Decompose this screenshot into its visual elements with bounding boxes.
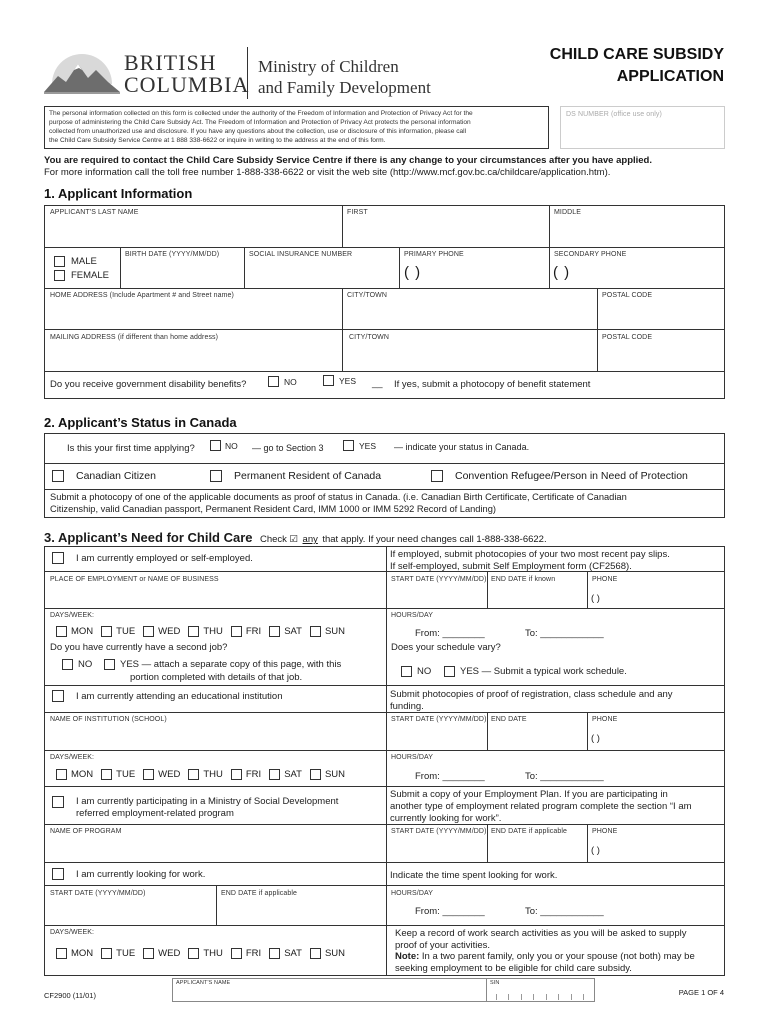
employed-option[interactable]: I am currently employed or self-employed. (52, 552, 253, 564)
employed-day-sat-checkbox[interactable] (269, 626, 280, 637)
schedule-no-checkbox[interactable] (401, 666, 412, 677)
school-day-fri[interactable] (231, 769, 261, 780)
ds-number-label: DS NUMBER (office use only) (566, 111, 662, 118)
female-checkbox[interactable] (54, 270, 65, 281)
title-line2: APPLICATION (616, 68, 724, 85)
mailing-address-label: MAILING ADDRESS (if different than home address) (50, 334, 219, 341)
ministry-line1: Ministry of Children (258, 57, 399, 76)
looking-day-label: SAT (284, 948, 302, 959)
school-day-mon-checkbox[interactable] (56, 769, 67, 780)
disability-no-option[interactable]: NO (268, 376, 297, 387)
school-day-thu[interactable] (188, 769, 223, 780)
program-start-label: START DATE (YYYY/MM/DD) (391, 828, 487, 835)
citizen-option[interactable]: Canadian Citizen (52, 470, 156, 482)
employed-day-label: TUE (116, 626, 136, 637)
page-number: PAGE 1 OF 4 (678, 988, 724, 997)
employed-day-sat[interactable] (269, 626, 302, 637)
looking-day-fri-checkbox[interactable] (231, 948, 242, 959)
second-job-no-option[interactable]: NO (62, 659, 92, 670)
school-checkbox[interactable] (52, 690, 64, 702)
school-phone-label: PHONE (592, 716, 618, 723)
last-name-label: APPLICANT'S LAST NAME (50, 209, 139, 216)
first-time-question: Is this your first time applying? (67, 443, 195, 454)
school-day-sun[interactable] (310, 769, 345, 780)
employed-day-wed-checkbox[interactable] (143, 626, 154, 637)
schedule-vary-question: Does your schedule vary? (391, 642, 501, 653)
employed-from[interactable]: From: ________ (415, 628, 485, 639)
first-time-no-checkbox[interactable] (210, 440, 221, 451)
permanent-resident-option[interactable]: Permanent Resident of Canada (210, 470, 381, 482)
first-name-label: FIRST (347, 209, 368, 216)
school-hours-label: HOURS/DAY (391, 754, 433, 761)
school-days-label: DAYS/WEEK: (50, 754, 95, 761)
employed-note1: If employed, submit photocopies of your two most recent pay slips. (390, 549, 670, 560)
employed-day-wed[interactable] (143, 626, 180, 637)
employed-checkbox[interactable] (52, 552, 64, 564)
school-note2: funding. (390, 701, 424, 712)
disability-question: Do you receive government disability benefits? (50, 379, 247, 390)
looking-end-label: END DATE if applicable (221, 890, 297, 897)
employed-day-label: SUN (324, 626, 346, 637)
employed-day-sun-checkbox[interactable] (310, 626, 321, 637)
looking-day-tue[interactable] (101, 948, 135, 959)
logo-columbia: COLUMBIA (124, 72, 250, 97)
employed-day-label: FRI (245, 626, 262, 637)
ministry-name (258, 56, 431, 98)
looking-day-tue-checkbox[interactable] (101, 948, 112, 959)
looking-day-mon[interactable] (56, 948, 93, 959)
footer-applicant-name-input[interactable] (176, 987, 482, 1000)
school-to[interactable]: To: ____________ (525, 771, 604, 782)
mountain-sun-icon (44, 48, 120, 98)
footer-applicant-name-label: APPLICANT'S NAME (176, 980, 231, 986)
looking-day-sat-checkbox[interactable] (269, 948, 280, 959)
employed-day-fri-checkbox[interactable] (231, 626, 242, 637)
birth-date-label: BIRTH DATE (YYYY/MM/DD) (125, 251, 220, 258)
employed-start-label: START DATE (YYYY/MM/DD) (391, 576, 487, 583)
privacy-notice: The personal information collected on this form is collected under the authority of the Freedom of Information and Protection of Privacy Act for the purpose of administering the Child Care Subsidy Act. The Freedom of Information and Protection of Privacy Act protects the personal information collected from unauthorized use and disclosure. If you have any questions about the collection, use or disclosure of this information, please call the Child Care Subsidy Service Centre at 1 888 338-6622 or inquire in writing to the address at the end of this form. (44, 106, 549, 149)
second-job-yes-option[interactable]: YES — attach a separate copy of this page, with this (104, 659, 341, 670)
home-postal-label: POSTAL CODE (602, 292, 653, 299)
looking-day-label: MON (71, 948, 94, 959)
first-time-yes-checkbox[interactable] (343, 440, 354, 451)
employed-day-mon-checkbox[interactable] (56, 626, 67, 637)
school-day-label: SUN (324, 769, 346, 780)
section1-title: 1. Applicant Information (44, 186, 193, 201)
ministry-line2: and Family Development (258, 78, 431, 97)
employed-to[interactable]: To: ____________ (525, 628, 604, 639)
secondary-phone-label: SECONDARY PHONE (554, 251, 627, 258)
employed-phone-label: PHONE (592, 576, 618, 583)
middle-name-input[interactable] (550, 218, 724, 246)
looking-day-mon-checkbox[interactable] (56, 948, 67, 959)
looking-keep-record: Keep a record of work search activities as you will be asked to supply proof of your activities. Note: In a two parent family, only you or your spouse (not both) may be seeking employment to be eligible for child care subsidy. (395, 928, 695, 974)
place-of-employment-label: PLACE OF EMPLOYMENT or NAME OF BUSINESS (50, 576, 219, 583)
go-to-section3: — go to Section 3 (252, 443, 324, 453)
looking-hours-label: HOURS/DAY (391, 890, 433, 897)
employed-day-thu[interactable] (188, 626, 223, 637)
form-title (550, 44, 724, 88)
schedule-no-option[interactable]: NO (401, 666, 431, 677)
home-address-label: HOME ADDRESS (Include Apartment # and Street name) (50, 292, 234, 299)
disability-note: If yes, submit a photocopy of benefit statement (394, 379, 591, 390)
looking-day-label: WED (158, 948, 181, 959)
disability-blank: __ (372, 378, 383, 389)
school-day-label: SAT (284, 769, 302, 780)
program-option[interactable]: I am currently participating in a Ministry of Social Development referred employment-related program (52, 796, 338, 820)
last-name-input[interactable] (45, 218, 341, 246)
looking-day-wed-checkbox[interactable] (143, 948, 154, 959)
looking-day-wed[interactable] (143, 948, 180, 959)
program-note3: currently looking for work”. (390, 813, 502, 824)
program-note1: Submit a copy of your Employment Plan. If you are participating in (390, 789, 668, 800)
employed-day-sun[interactable] (310, 626, 345, 637)
refugee-option[interactable]: Convention Refugee/Person in Need of Protection (431, 470, 688, 482)
program-checkbox[interactable] (52, 796, 64, 808)
school-day-label: WED (158, 769, 181, 780)
employed-day-label: WED (158, 626, 181, 637)
disability-yes-option[interactable]: YES (323, 375, 356, 386)
school-day-thu-checkbox[interactable] (188, 769, 199, 780)
secondary-phone-area[interactable]: ( ) (553, 264, 571, 281)
primary-phone-label: PRIMARY PHONE (404, 251, 464, 258)
indicate-status: — indicate your status in Canada. (394, 442, 530, 452)
first-time-no-option[interactable]: NO (210, 440, 238, 451)
home-city-label: CITY/TOWN (347, 292, 388, 299)
employed-day-thu-checkbox[interactable] (188, 626, 199, 637)
school-day-wed[interactable] (143, 769, 180, 780)
school-day-sat[interactable] (269, 769, 302, 780)
male-checkbox[interactable] (54, 256, 65, 267)
employed-day-label: THU (203, 626, 223, 637)
looking-day-sun-checkbox[interactable] (310, 948, 321, 959)
permanent-resident-checkbox[interactable] (210, 470, 222, 482)
program-note2: another type of employment related program complete the section “I am (390, 801, 692, 812)
looking-to[interactable]: To: ____________ (525, 906, 604, 917)
female-option[interactable]: FEMALE (54, 270, 109, 281)
employed-hours-label: HOURS/DAY (391, 612, 433, 619)
schedule-yes-option[interactable]: YES — Submit a typical work schedule. (444, 666, 627, 677)
program-phone-area[interactable]: ( ) (591, 845, 600, 856)
employed-day-tue[interactable] (101, 626, 135, 637)
employed-day-mon[interactable] (56, 626, 93, 637)
refugee-checkbox[interactable] (431, 470, 443, 482)
second-job-yes-line2: portion completed with details of that job. (130, 672, 303, 683)
section3-title: 3. Applicant’s Need for Child Care Check ☑ any that apply. If your need changes call 1-888-338-6622. (44, 530, 547, 545)
logo-british: BRITISH (124, 50, 217, 75)
school-day-tue-checkbox[interactable] (101, 769, 112, 780)
looking-day-label: TUE (116, 948, 136, 959)
school-day-label: THU (203, 769, 223, 780)
employed-day-tue-checkbox[interactable] (101, 626, 112, 637)
school-day-sun-checkbox[interactable] (310, 769, 321, 780)
middle-name-label: MIDDLE (554, 209, 582, 216)
employed-day-label: SAT (284, 626, 302, 637)
school-option[interactable]: I am currently attending an educational institution (52, 690, 283, 702)
looking-day-thu-checkbox[interactable] (188, 948, 199, 959)
status-proof-line1: Submit a photocopy of one of the applicable documents as proof of status in Canada. (i.e. Canadian Birth Certificate, Certificate of Canadian (50, 492, 627, 502)
ds-number-field[interactable] (560, 106, 725, 149)
employed-days-row (56, 626, 353, 637)
school-day-label: TUE (116, 769, 136, 780)
footer-sin-label: SIN (490, 980, 500, 986)
schedule-yes-checkbox[interactable] (444, 666, 455, 677)
school-day-tue[interactable] (101, 769, 135, 780)
school-day-sat-checkbox[interactable] (269, 769, 280, 780)
disability-yes-checkbox[interactable] (323, 375, 334, 386)
employed-note2: If self-employed, submit Self Employment form (CF2568). (390, 561, 632, 572)
citizen-checkbox[interactable] (52, 470, 64, 482)
footer-sin-ticks[interactable] (490, 994, 590, 1001)
looking-day-thu[interactable] (188, 948, 223, 959)
first-time-yes-option[interactable]: YES (343, 440, 376, 451)
looking-note: Indicate the time spent looking for work. (390, 870, 558, 881)
disability-no-checkbox[interactable] (268, 376, 279, 387)
employed-phone-area[interactable]: ( ) (591, 593, 600, 604)
second-job-question: Do you have currently have a second job? (50, 642, 228, 653)
looking-day-sun[interactable] (310, 948, 345, 959)
section2-title: 2. Applicant’s Status in Canada (44, 415, 237, 430)
looking-day-label: SUN (324, 948, 346, 959)
first-name-input[interactable] (343, 218, 548, 246)
sin-label: SOCIAL INSURANCE NUMBER (249, 251, 353, 258)
looking-from[interactable]: From: ________ (415, 906, 485, 917)
looking-days-row (56, 948, 353, 959)
school-end-label: END DATE (491, 716, 527, 723)
program-name-label: NAME OF PROGRAM (50, 828, 122, 835)
employed-end-label: END DATE if known (491, 576, 556, 583)
second-job-no-checkbox[interactable] (62, 659, 73, 670)
looking-day-label: THU (203, 948, 223, 959)
looking-day-fri[interactable] (231, 948, 261, 959)
looking-option[interactable]: I am currently looking for work. (52, 868, 205, 880)
program-phone-label: PHONE (592, 828, 618, 835)
section3-box (44, 546, 725, 976)
title-line1: CHILD CARE SUBSIDY (549, 46, 724, 63)
employed-day-label: MON (71, 626, 94, 637)
looking-checkbox[interactable] (52, 868, 64, 880)
school-day-wed-checkbox[interactable] (143, 769, 154, 780)
school-start-label: START DATE (YYYY/MM/DD) (391, 716, 487, 723)
school-note1: Submit photocopies of proof of registration, class schedule and any (390, 689, 673, 700)
notice-bold: You are required to contact the Child Care Subsidy Service Centre if there is any change to your circumstances after you have applied. (44, 155, 652, 166)
school-days-row (56, 769, 353, 780)
looking-day-sat[interactable] (269, 948, 302, 959)
school-from[interactable]: From: ________ (415, 771, 485, 782)
school-day-mon[interactable] (56, 769, 93, 780)
employed-day-fri[interactable] (231, 626, 261, 637)
school-phone-area[interactable]: ( ) (591, 733, 600, 744)
male-option[interactable]: MALE (54, 256, 97, 267)
institution-label: NAME OF INSTITUTION (SCHOOL) (50, 716, 167, 723)
notice-normal: For more information call the toll free number 1-888-338-6622 or visit the web site (http://www.mcf.gov.bc.ca/childcare/application.htm). (44, 167, 611, 178)
status-proof-line2: Citizenship, valid Canadian passport, Permanent Resident Card, IMM 1000 or IMM 5292 Record of Landing) (50, 504, 496, 514)
school-day-fri-checkbox[interactable] (231, 769, 242, 780)
primary-phone-area[interactable]: ( ) (404, 264, 422, 281)
school-day-label: MON (71, 769, 94, 780)
mailing-city-label: CITY/TOWN (349, 334, 390, 341)
looking-start-label: START DATE (YYYY/MM/DD) (50, 890, 146, 897)
second-job-yes-checkbox[interactable] (104, 659, 115, 670)
bc-logo (44, 46, 250, 104)
looking-days-label: DAYS/WEEK: (50, 929, 95, 936)
school-day-label: FRI (245, 769, 262, 780)
looking-day-label: FRI (245, 948, 262, 959)
form-number: CF2900 (11/01) (44, 991, 96, 1000)
program-end-label: END DATE if applicable (491, 828, 567, 835)
mailing-postal-label: POSTAL CODE (602, 334, 653, 341)
employed-days-label: DAYS/WEEK: (50, 612, 95, 619)
